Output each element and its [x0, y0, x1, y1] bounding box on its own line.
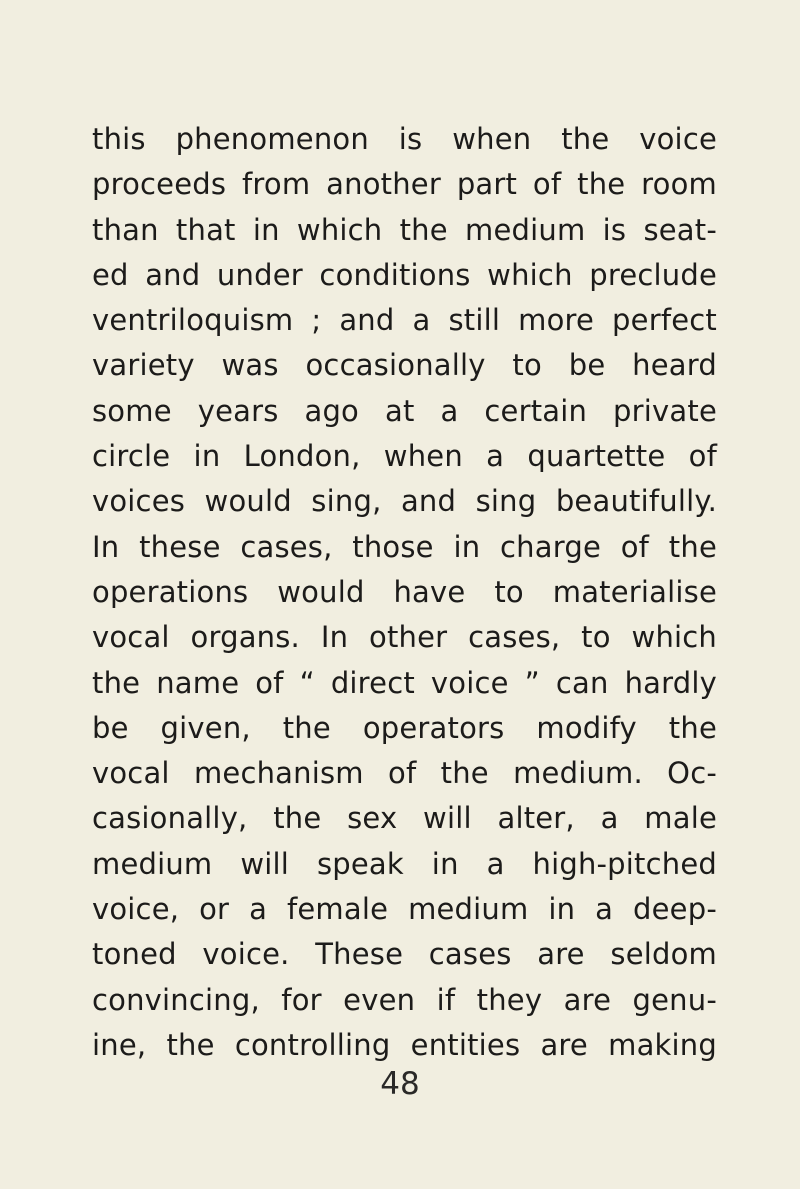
page-number: 48 — [380, 1066, 420, 1102]
text-line: operations would have to materialise — [92, 574, 717, 609]
text-line: circle in London, when a quartette of — [92, 439, 717, 474]
text-line: ventriloquism ; and a still more perfect — [92, 303, 717, 338]
text-line: medium will speak in a high-pitched — [92, 846, 717, 881]
text-line: vocal mechanism of the medium. Oc- — [92, 756, 717, 791]
text-line: ine, the controlling entities are making — [92, 1027, 717, 1062]
text-line: variety was occasionally to be heard — [92, 348, 717, 383]
text-line: voice, or a female medium in a deep- — [92, 892, 717, 927]
text-line: proceeds from another part of the room — [92, 167, 717, 202]
text-line: than that in which the medium is seat- — [92, 212, 717, 247]
text-line: ed and under conditions which preclude — [92, 257, 717, 292]
text-line: this phenomenon is when the voice — [92, 122, 717, 156]
text-line: the name of “ direct voice ” can hardly — [92, 665, 717, 700]
text-line: toned voice. These cases are seldom — [92, 937, 717, 972]
text-line: convincing, for even if they are genu- — [92, 982, 717, 1017]
text-line: casionally, the sex will alter, a male — [92, 801, 717, 836]
text-line: be given, the operators modify the — [92, 710, 717, 745]
text-line: In these cases, those in charge of the — [92, 529, 717, 564]
text-line: vocal organs. In other cases, to which — [92, 620, 717, 655]
text-line: some years ago at a certain private — [92, 393, 717, 428]
body-text — [92, 117, 717, 1068]
text-line: voices would sing, and sing beautifully. — [92, 484, 717, 519]
